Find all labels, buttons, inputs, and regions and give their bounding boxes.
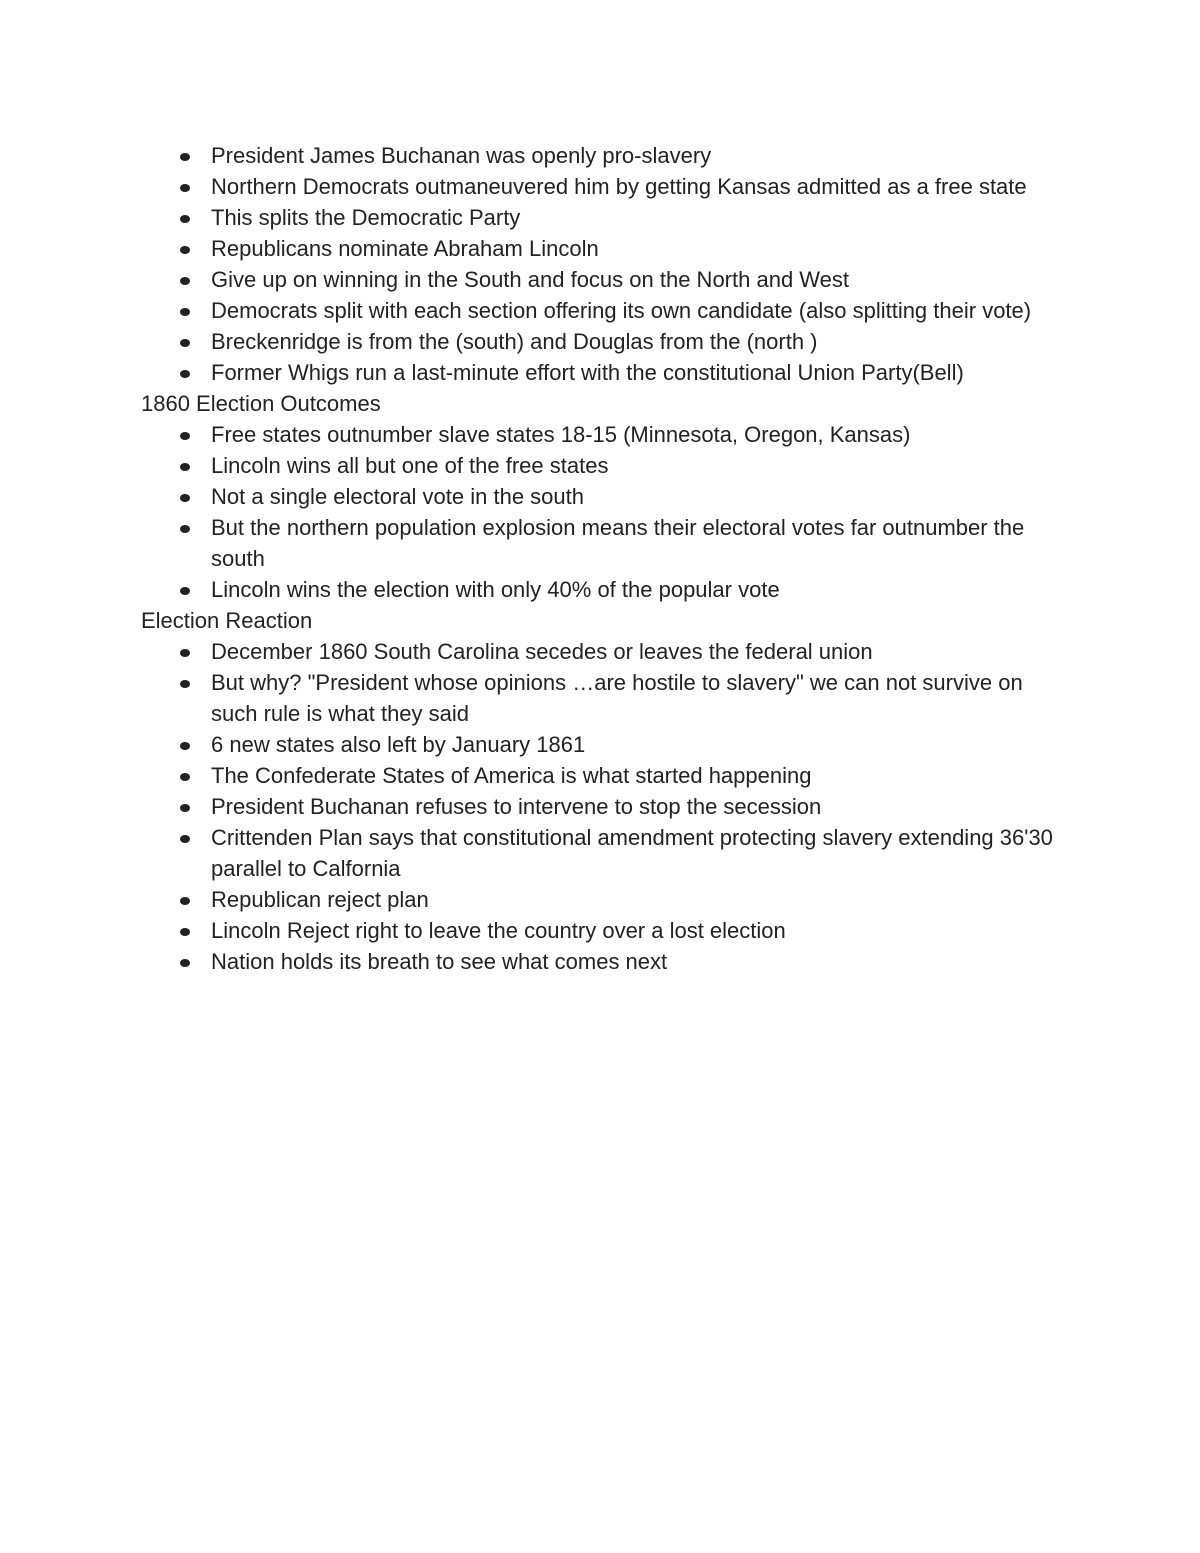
list-item <box>0 171 1061 202</box>
bullet-icon <box>180 339 190 347</box>
bullet-list-1 <box>0 140 1200 388</box>
list-item <box>0 729 1061 760</box>
section-heading-election-reaction: Election Reaction <box>141 608 313 633</box>
bullet-icon <box>180 246 190 254</box>
list-item-text: But the northern population explosion means their electoral votes far outnumber the south <box>211 515 1025 571</box>
document-page <box>0 140 1200 977</box>
list-item-text: Give up on winning in the South and focus on the North and West <box>211 267 849 292</box>
list-item-text: Republican reject plan <box>211 887 429 912</box>
bullet-icon <box>180 773 190 781</box>
list-item <box>0 946 1061 977</box>
bullet-icon <box>180 587 190 595</box>
list-item-text: Former Whigs run a last-minute effort with the constitutional Union Party(Bell) <box>211 360 964 385</box>
list-item <box>0 636 1061 667</box>
bullet-list-3 <box>0 636 1200 977</box>
bullet-icon <box>180 525 190 533</box>
bullet-icon <box>180 215 190 223</box>
list-item-text: Democrats split with each section offering its own candidate (also splitting their vote) <box>211 298 1032 323</box>
bullet-icon <box>180 153 190 161</box>
list-item <box>0 202 1061 233</box>
list-item-text: Crittenden Plan says that constitutional amendment protecting slavery extending 36'30 parallel to Calfornia <box>211 825 1053 881</box>
list-item-text: But why? "President whose opinions …are hostile to slavery" we can not survive on such rule is what they said <box>211 670 1023 726</box>
list-item <box>0 884 1061 915</box>
bullet-icon <box>180 959 190 967</box>
bullet-icon <box>180 432 190 440</box>
list-item <box>0 791 1061 822</box>
list-item-text: December 1860 South Carolina secedes or leaves the federal union <box>211 639 873 664</box>
list-item <box>0 419 1061 450</box>
list-item <box>0 915 1061 946</box>
bullet-icon <box>180 742 190 750</box>
list-item-text: Lincoln wins all but one of the free states <box>211 453 609 478</box>
list-item-text: The Confederate States of America is what started happening <box>211 763 812 788</box>
list-item <box>0 667 1061 729</box>
list-item-text: Lincoln wins the election with only 40% of the popular vote <box>211 577 780 602</box>
bullet-icon <box>180 494 190 502</box>
bullet-icon <box>180 308 190 316</box>
list-item-text: This splits the Democratic Party <box>211 205 521 230</box>
list-item-text: President James Buchanan was openly pro-slavery <box>211 143 712 168</box>
list-item-text: Northern Democrats outmaneuvered him by getting Kansas admitted as a free state <box>211 174 1027 199</box>
list-item <box>0 233 1061 264</box>
list-item <box>0 295 1061 326</box>
list-item <box>0 450 1061 481</box>
list-item <box>0 512 1061 574</box>
bullet-list-2 <box>0 419 1200 605</box>
list-item-text: Breckenridge is from the (south) and Douglas from the (north ) <box>211 329 818 354</box>
list-item-text: Not a single electoral vote in the south <box>211 484 585 509</box>
list-item-text: Lincoln Reject right to leave the country over a lost election <box>211 918 786 943</box>
bullet-icon <box>180 370 190 378</box>
bullet-icon <box>180 835 190 843</box>
section-heading-election-outcomes: 1860 Election Outcomes <box>141 391 381 416</box>
list-item <box>0 326 1061 357</box>
bullet-icon <box>180 928 190 936</box>
bullet-icon <box>180 184 190 192</box>
list-item-text: President Buchanan refuses to intervene to stop the secession <box>211 794 822 819</box>
bullet-icon <box>180 680 190 688</box>
bullet-icon <box>180 804 190 812</box>
list-item <box>0 481 1061 512</box>
list-item <box>0 760 1061 791</box>
list-item-text: 6 new states also left by January 1861 <box>211 732 586 757</box>
list-item-text: Nation holds its breath to see what comes next <box>211 949 668 974</box>
list-item <box>0 574 1061 605</box>
bullet-icon <box>180 463 190 471</box>
list-item <box>0 140 1061 171</box>
bullet-icon <box>180 277 190 285</box>
bullet-icon <box>180 897 190 905</box>
list-item <box>0 357 1061 388</box>
list-item <box>0 822 1061 884</box>
bullet-icon <box>180 649 190 657</box>
list-item <box>0 264 1061 295</box>
list-item-text: Free states outnumber slave states 18-15 (Minnesota, Oregon, Kansas) <box>211 422 911 447</box>
list-item-text: Republicans nominate Abraham Lincoln <box>211 236 599 261</box>
